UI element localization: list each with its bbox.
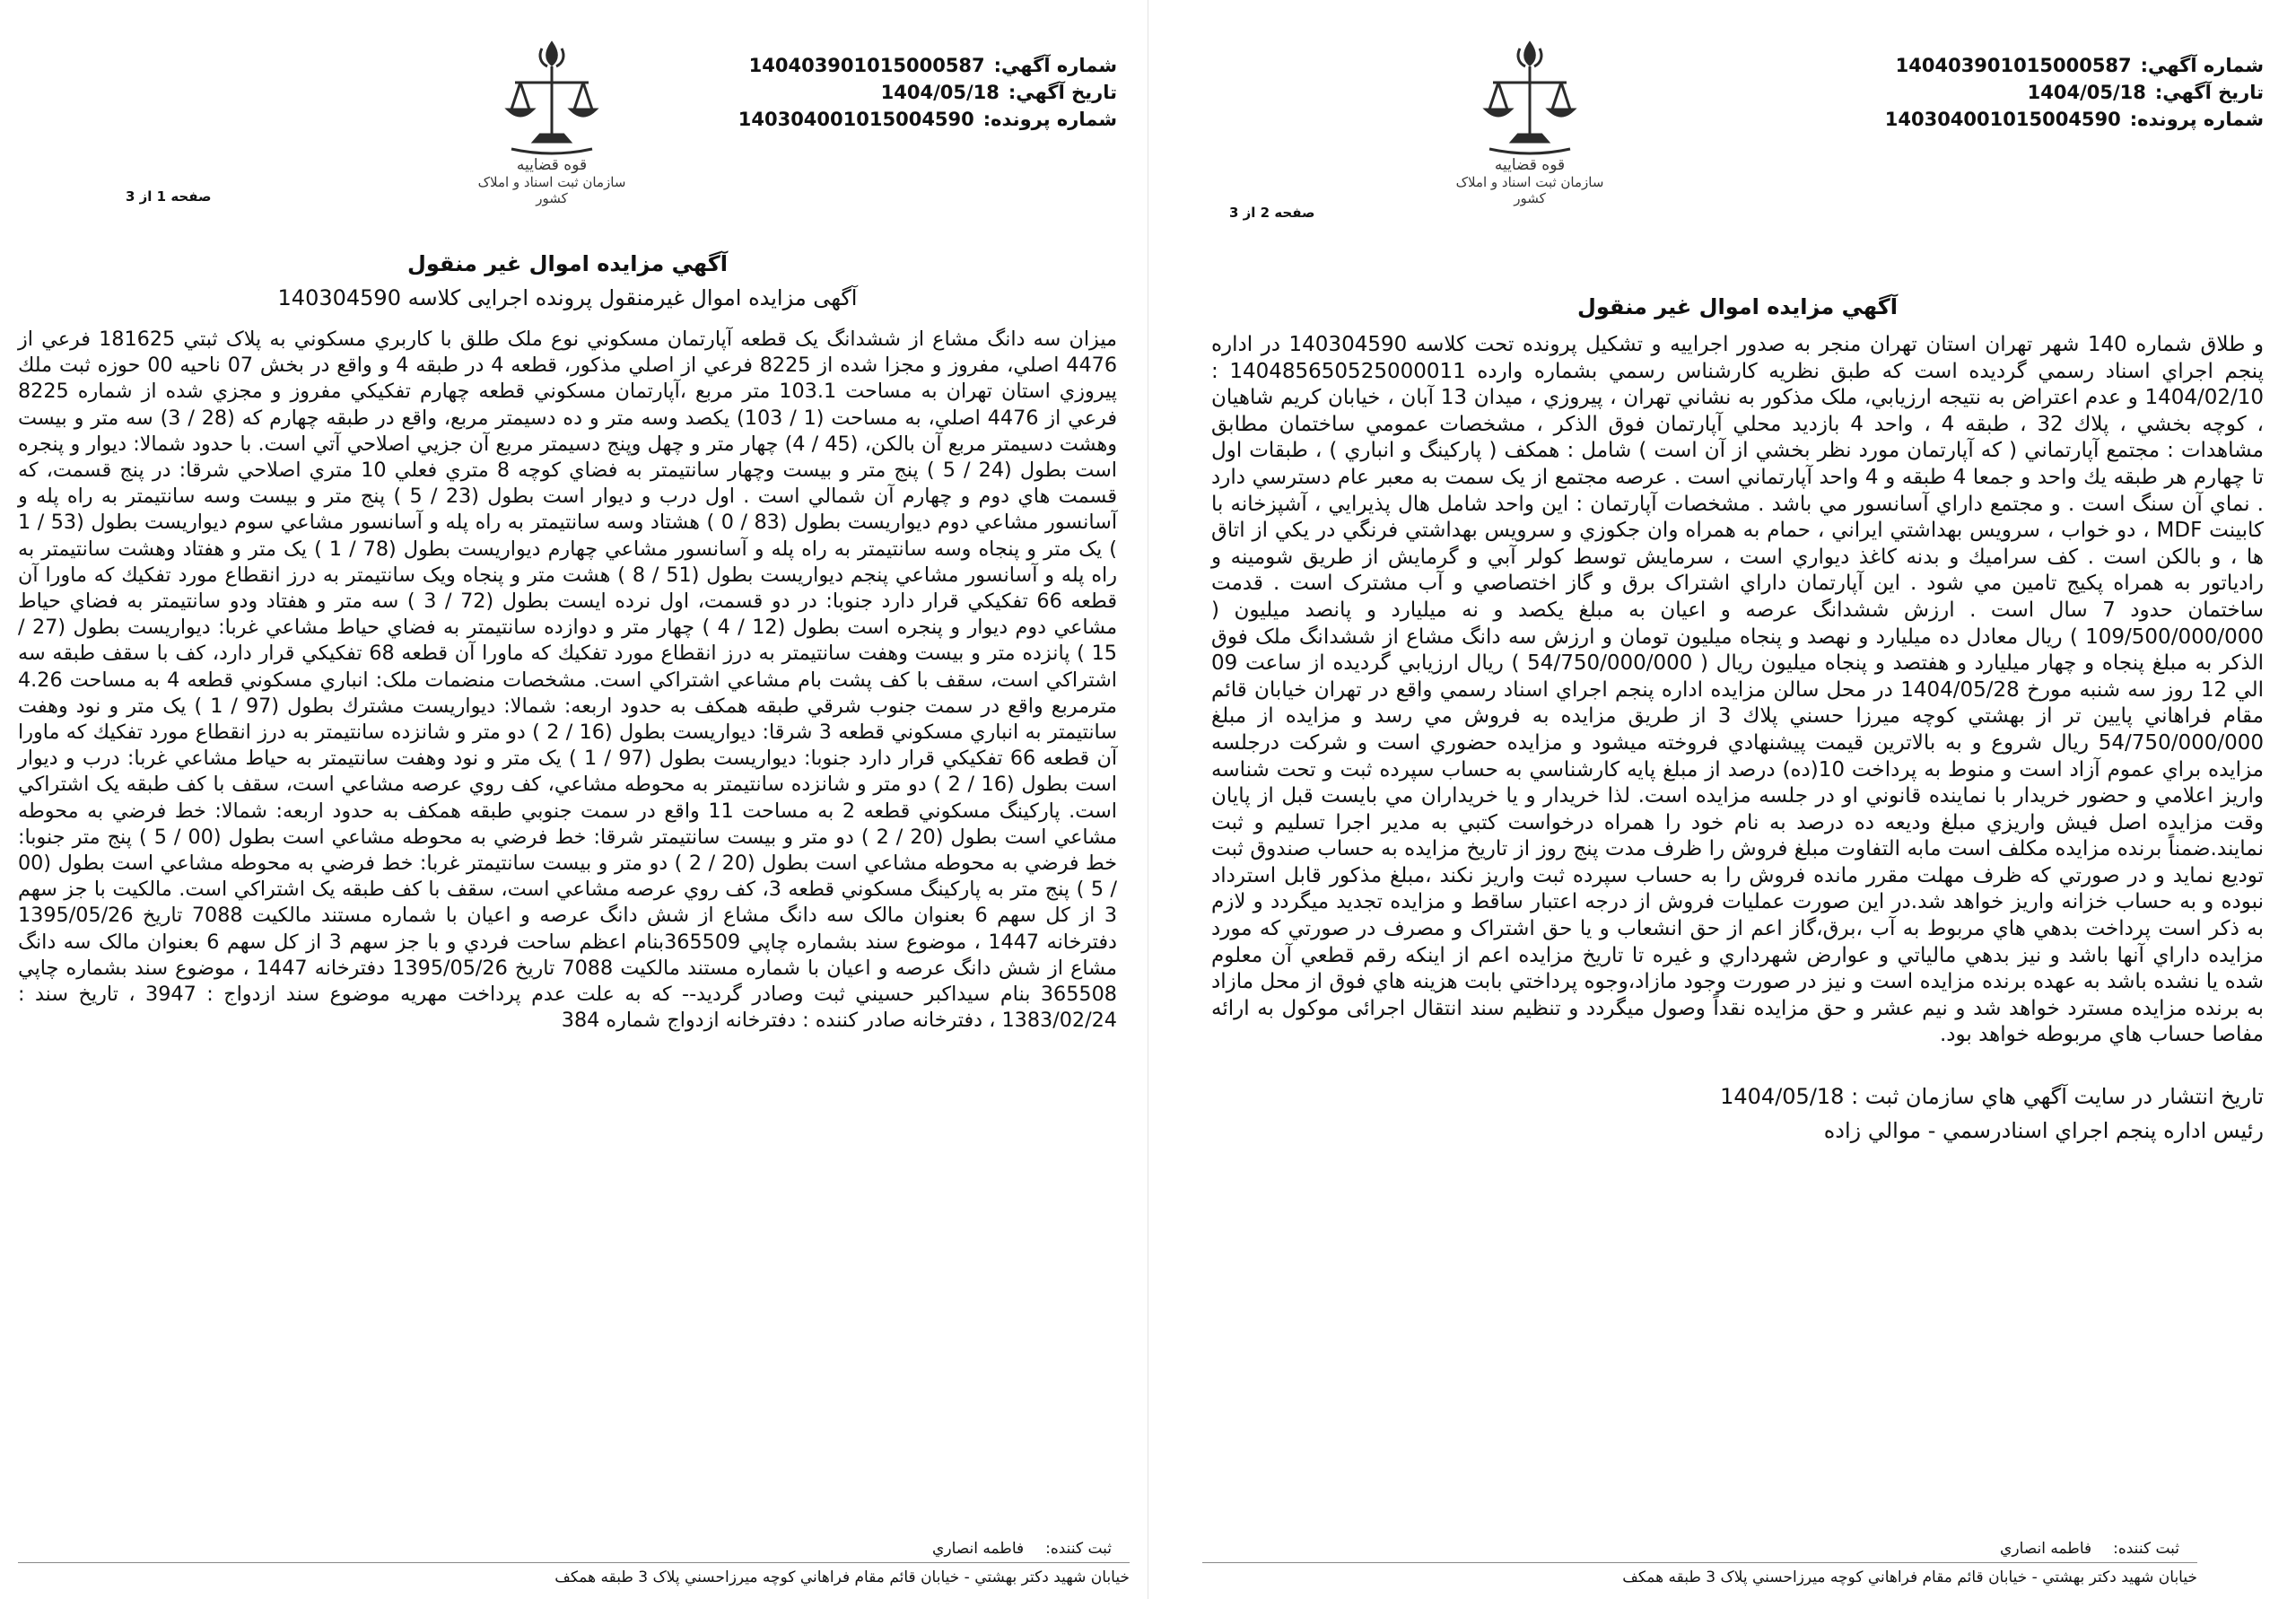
emblem-caption-judiciary: قوه قضاییه bbox=[516, 156, 588, 174]
registrar-label: ثبت كننده: bbox=[1045, 1540, 1112, 1558]
file-number-label: شماره پرونده: bbox=[982, 109, 1117, 130]
notice-title: آگهي مزايده اموال غير منقول bbox=[1577, 294, 1898, 319]
registrar-name: فاطمه انصاري bbox=[932, 1540, 1025, 1558]
page-number: صفحه 1 از 3 bbox=[126, 188, 212, 205]
page-2-sheet bbox=[1148, 0, 2296, 1599]
notice-body: ميزان سه دانگ مشاع از ششدانگ يک قطعه آپارتمان مسكوني نوع ملک طلق با كاربري مسكوني به پلاک ثبتي 181625 فرعي از 4476 اصلي، مفروز و مجزا شده از 8225 فرعي از اصلي مذكور، قطعه 4 در طبقه 4 و واقع در بخش 07 ناحيه 00 حوزه ثبت ملك پيروزي استان تهران به مساحت 103.1 متر مربع ،آپارتمان مسكوني قطعه چهارم تفكيكي مفروز و مجزي شده از شماره 8225 فرعي از 4476 اصلي، به مساحت (1 / 103) يكصد وسه متر و ده دسيمتر مربع، واقع در طبقه چهارم كه (28 / 3) سه متر و بيست وهشت دسيمتر مربع آن بالكن، (45 / 4) چهار متر و چهل وپنج دسيمتر مربع آن جزيي اصلاحي آتي است. با حدود شمالا: ديوار و پنجره است بطول (24 / 5 ) پنج متر و بيست وچهار سانتيمتر به فضاي كوچه 8 متري فعلي 10 متري اصلاحي شرقا: در پنج قسمت، كه قسمت هاي دوم و چهارم آن شمالي است . اول درب و ديوار است بطول (23 / 5 ) پنج متر و بيست وسه سانتيمتر به راه پله و آسانسور مشاعي دوم ديواريست بطول (83 / 0 ) هشتاد وسه سانتيمتر به راه پله و آسانسور مشاعي سوم ديواريست بطول (53 / 1 ) يک متر و پنجاه وسه سانتيمتر به راه پله و آسانسور مشاعي چهارم ديواريست بطول (78 / 1 ) يک متر و هفتاد وهشت سانتيمتر به راه پله و آسانسور مشاعي پنجم ديواريست بطول (51 / 8 ) هشت متر و پنجاه ويک سانتيمتر به درز انقطاع مورد تفكيك كه ماورا آن قطعه 66 تفكيكي قرار دارد جنوبا: در دو قسمت، اول نرده ايست بطول (72 / 3 ) سه متر و هفتاد ودو سانتيمتر به فضاي حياط مشاعي دوم ديوار و پنجره است بطول (12 / 4 ) چهار متر و دوازده سانتيمتر به فضاي حياط مشاعي غربا: ديواريست بطول (27 / 15 ) پانزده متر و بيست وهفت سانتيمتر به درز انقطاع مورد تفكيك كه ماورا آن قطعه 68 تفكيكي قرار دارد، كف با سقف طبقه سه اشتراكي است، سقف با كف پشت بام مشاعي اشتراكي است. مشخصات منضمات ملک: انباري مسكوني قطعه 4 به مساحت 4.26 مترمربع واقع در سمت جنوب شرقي طبقه همكف به حدود اربعه: شمالا: ديواريست مشترك بطول (97 / 1 ) يک متر و نود وهفت سانتيمتر به انباري مسكوني قطعه 3 شرقا: ديواريست بطول (16 / 2 ) دو متر و شانزده سانتيمتر به درز انقطاع مورد تفكيك كه ماورا آن قطعه 66 تفكيكي قرار دارد جنوبا: ديواريست بطول (97 / 1 ) يک متر و نود وهفت سانتيمتر به حياط مشاعي غربا: درب و ديوار است بطول (16 / 2 ) دو متر و شانزده سانتيمتر به محوطه مشاعي، كف روي عرصه مشاعي است، سقف با كف طبقه يک اشتراكي است. پاركينگ مسكوني قطعه 2 به مساحت 11 واقع در سمت جنوبي طبقه همكف به حدود اربعه: شمالا: خط فرضي به محوطه مشاعي است بطول (20 / 2 ) دو متر و بيست سانتيمتر شرقا: خط فرضي به محوطه مشاعي است بطول (00 / 5 ) پنج متر جنوبا: خط فرضي به محوطه مشاعي است بطول (20 / 2 ) دو متر و بيست سانتيمتر غربا: خط فرضي به محوطه مشاعي است بطول (00 / 5 ) پنج متر به پاركينگ مسكوني قطعه 3، كف روي عرصه مشاعي است، سقف با كف طبقه يک اشتراكي است. مالكيت با جز سهم 3 از كل سهم 6 بعنوان مالک سه دانگ مشاع از شش دانگ عرصه و اعيان با شماره مستند مالكيت 7088 تاريخ 1395/05/26 دفترخانه 1447 ، موضوع سند بشماره چاپي 365509بنام اعظم ساحت فردي و با جز سهم 3 از كل سهم 6 بعنوان مالک سه دانگ مشاع از شش دانگ عرصه و اعيان با شماره مستند مالكيت 7088 تاريخ 1395/05/26 دفترخانه 1447 ، موضوع سند بشماره چاپي 365508 بنام سيداكبر حسيني ثبت وصادر گرديد-- كه به علت عدم پرداخت مهريه موضوع سند ازدواج : 3947 ، تاريخ سند : 1383/02/24 ، دفترخانه صادر كننده : دفترخانه ازدواج شماره 384 bbox=[18, 328, 1118, 1033]
registrar-name: فاطمه انصاري bbox=[2000, 1540, 2092, 1558]
publish-date-line: تاريخ انتشار در سايت آگهي هاي سازمان ثبت : 1404/05/18 bbox=[1720, 1084, 2264, 1110]
registrar-label: ثبت كننده: bbox=[2113, 1540, 2179, 1558]
notice-footer bbox=[1211, 1081, 2264, 1146]
notice-date: 1404/05/18 bbox=[880, 82, 1000, 103]
notice-body: و طلاق شماره 140 شهر تهران استان تهران منجر به صدور اجراييه و تشكيل پرونده تحت كلاسه 140304590 در اداره پنجم اجراي اسناد رسمي گرديده است كه طبق نظريه كارشناس رسمي بشماره وارده 140485650525000011 : 1404/02/10 و عدم اعتراض به نتيجه ارزيابي، ملک مذکور به نشاني تهران ، پيروزي ، ميدان 13 آبان ، خيابان كريم شاهيان ، كوچه بخشي ، پلاك 32 ، طبقه 4 ، واحد 4 بازديد محلي آپارتمان فوق الذكر ، مشخصات عمومي ساختمان مطابق مشاهدات : مجتمع آپارتماني ( كه آپارتمان مورد نظر بخشي از آن است ) شامل : همكف ( پاركينگ و انباري ) ، طبقات اول تا چهارم هر طبقه يك واحد و جمعا 4 طبقه و 4 واحد آپارتماني است . عرصه مجتمع از يک سمت به معبر عام دسترسي دارد . نماي آن سنگ است . و مجتمع داراي آسانسور مي باشد . مشخصات آپارتمان : اين واحد شامل هال پذيرايي ، آشپزخانه با كابينت MDF ، دو خواب ، سرويس بهداشتي ايراني ، حمام به همراه وان جكوزي و سرويس بهداشتي فرنگي در يكي از اتاق ها ، و بالكن است . كف سراميك و بدنه كاغذ ديواري است ، سرمايش توسط كولر آبي و گرمايش از طريق شومينه و رادياتور به همراه پكيج تامين مي شود . اين آپارتمان داراي اشتراک برق و گاز اختصاصي و آب مشترک است . قدمت ساختمان حدود 7 سال است . ارزش ششدانگ عرصه و اعيان به مبلغ يكصد و نه ميليارد و پانصد ميليون ( 109/500/000/000 ) ريال معادل ده ميليارد و نهصد و پنجاه ميليون تومان و ارزش سه دانگ مشاع از ششدانگ ملک فوق الذكر به مبلغ پنجاه و چهار ميليارد و هفتصد و پنجاه ميليون ريال ( 54/750/000/000 ) ريال ارزيابي گرديده از ساعت 09 الي 12 روز سه شنبه مورخ 1404/05/28 در محل سالن مزايده اداره پنجم اجراي اسناد رسمي واقع در تهران خيابان قائم مقام فراهاني پايين تر از بهشتي كوچه ميرزا حسني پلاك 3 از طريق مزايده به فروش مي رسد و مزايده از مبلغ 54/750/000/000 ريال شروع و به بالاترين قيمت پيشنهادي فروخته ميشود و مزايده حضوري است و شركت درجلسه مزايده براي عموم آزاد است و منوط به پرداخت 10(ده) درصد از مبلغ پايه كارشناسي به حساب سپرده ثبت و تحت شناسه واريز اعلامي و حضور خريدار با نماينده قانوني او در جلسه مزايده است. لذا خريدار و يا خريداران مي بايست قبل از پايان وقت مزايده اصل فيش واريزي مبلغ وديعه ده درصد به نام خود را همراه درخواست كتبي به مدير اجرا تسليم و ثبت نمايند.ضمناً برنده مزايده مكلف است مابه التفاوت مبلغ فروش را ظرف مدت پنج روز از تاريخ مزايده به حساب صندوق ثبت توديع نمايد و در صورتي كه ظرف مهلت مقرر مانده فروش را به حساب سپرده ثبت واريز نكند ،مبلغ مذكور قابل استرداد نبوده و به حساب خزانه واريز خواهد شد.در اين صورت عمليات فروش از درجه اعتبار ساقط و مزايده تجديد ميگردد و لازم به ذكر است پرداخت بدهي هاي مربوط به آب ،برق،گاز اعم از حق انشعاب و يا حق اشتراک و مصرف در صورتي كه مورد مزايده داراي آنها باشد و نيز بدهي مالياتي و عوارض شهرداري و غيره تا تاريخ مزايده اعم از اينكه رقم قطعي آن معلوم شده يا نشده باشد به عهده برنده مزايده است و نيز در صورت وجود مازاد،وجوه پرداختي بابت هزينه هاي فوق از محل مازاد به برنده مزايده مسترد خواهد شد و نيم عشر و حق مزايده نقداً وصول ميگردد و تنظيم سند انتقال اجرائی موکول به ارائه مفاصا حساب هاي مربوطه خواهد بود. bbox=[1211, 333, 2265, 1047]
emblem-caption-judiciary: قوه قضاییه bbox=[1494, 156, 1566, 174]
emblem-caption-organization: سازمان ثبت اسناد و املاک کشور bbox=[1455, 174, 1604, 206]
notice-subtitle: آگهی مزایده اموال غیرمنقول پرونده اجرایی کلاسه 140304590 bbox=[277, 285, 858, 310]
notice-number-label: شماره آگهي: bbox=[993, 55, 1117, 76]
notice-meta bbox=[1885, 52, 2264, 133]
notice-title: آگهي مزايده اموال غير منقول bbox=[407, 251, 728, 276]
emblem-caption-organization: سازمان ثبت اسناد و املاک کشور bbox=[477, 174, 626, 206]
page-header bbox=[18, 36, 1117, 233]
notice-date-label: تاريخ آگهي: bbox=[1008, 82, 1117, 103]
registrar-line bbox=[2000, 1540, 2179, 1558]
notice-date-label: تاريخ آگهي: bbox=[2154, 82, 2264, 103]
notice-meta bbox=[738, 52, 1117, 133]
notice-number: 140403901015000587 bbox=[1895, 55, 2132, 76]
signature-line: رئيس اداره پنجم اجراي اسنادرسمي - موالي زاده bbox=[1823, 1118, 2264, 1144]
office-address: خيابان شهيد دكتر بهشتي - خيابان قائم مقام فراهاني كوچه ميرزاحسني پلاک 3 طبقه همكف bbox=[18, 1562, 1130, 1586]
judiciary-scales-emblem-icon bbox=[471, 36, 633, 215]
file-number-label: شماره پرونده: bbox=[2129, 109, 2264, 130]
judiciary-scales-emblem-icon bbox=[1449, 36, 1611, 215]
file-number: 140304001015004590 bbox=[1884, 109, 2121, 130]
notice-number: 140403901015000587 bbox=[748, 55, 985, 76]
file-number: 140304001015004590 bbox=[738, 109, 974, 130]
office-address: خيابان شهيد دكتر بهشتي - خيابان قائم مقام فراهاني كوچه ميرزاحسني پلاک 3 طبقه همكف bbox=[1202, 1562, 2197, 1586]
page-header bbox=[1211, 36, 2264, 233]
registrar-line bbox=[932, 1540, 1112, 1558]
notice-date: 1404/05/18 bbox=[2027, 82, 2146, 103]
notice-number-label: شماره آگهي: bbox=[2140, 55, 2264, 76]
page-number: صفحه 2 از 3 bbox=[1229, 205, 1315, 221]
